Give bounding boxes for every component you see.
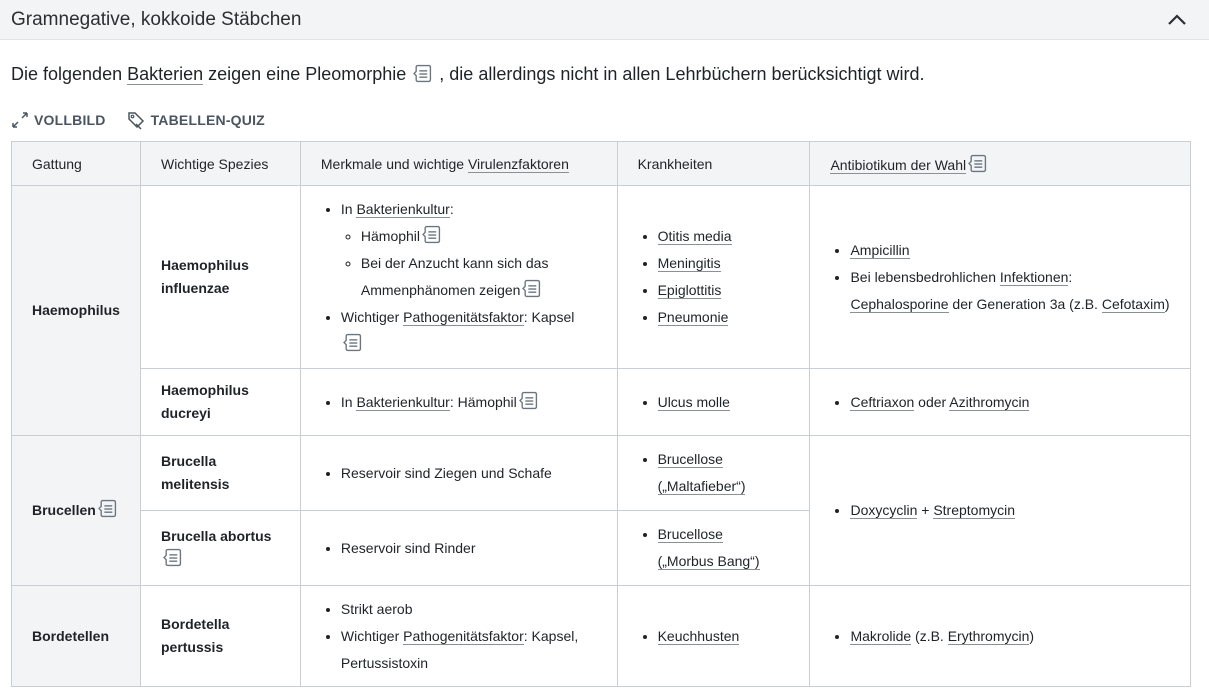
- chevron-up-icon[interactable]: [1165, 8, 1189, 32]
- list-item: [658, 446, 790, 500]
- header-spezies: Wichtige Spezies: [140, 142, 300, 186]
- features-cell: [300, 186, 617, 369]
- fullscreen-label: VOLLBILD: [34, 112, 106, 128]
- link-ampicillin[interactable]: Ampicillin: [850, 241, 910, 258]
- diseases-cell: [617, 436, 810, 511]
- list-item: ◦ Hämophil: [361, 223, 597, 250]
- link-ceftriaxon[interactable]: Ceftriaxon: [850, 393, 915, 410]
- bacteria-table: [11, 141, 1191, 687]
- list-item: • In Bakterienkultur: ◦ Hämophil ◦ Bei der Anzucht kann sich das Ammenphänomen zeigen: [341, 196, 597, 304]
- disease-alias[interactable]: („Maltafieber“): [657, 478, 746, 494]
- list-item: • Doxycyclin + Streptomycin: [850, 497, 1170, 524]
- link-cefotaxim[interactable]: Cefotaxim: [1101, 295, 1165, 312]
- link-disease[interactable]: Pneumonie: [657, 309, 729, 325]
- genus-brucellen: Brucellen: [12, 436, 141, 586]
- note-icon[interactable]: [422, 225, 441, 244]
- species-cell: Haemophilus influenzae: [140, 186, 300, 369]
- list-item: [658, 304, 790, 331]
- antibiotics-cell: [810, 186, 1191, 369]
- link-pathogenitaetsfaktor[interactable]: Pathogenitätsfaktor: [403, 627, 524, 644]
- list-item: • Wichtiger Pathogenitätsfaktor: Kapsel, Pertussistoxin: [341, 623, 597, 677]
- antibiotics-cell: [810, 586, 1191, 687]
- features-cell: [300, 586, 617, 687]
- list-item: [658, 521, 790, 575]
- list-item: • In Bakterienkultur: Hämophil: [341, 389, 597, 416]
- list-item: [850, 237, 1170, 264]
- header-merkmale: Merkmale und wichtige Virulenzfaktoren: [300, 142, 617, 186]
- link-streptomycin[interactable]: Streptomycin: [933, 502, 1016, 518]
- diseases-cell: [617, 186, 810, 369]
- table-toolbar: [11, 110, 265, 130]
- expand-icon: [11, 111, 29, 129]
- link-bakterienkultur[interactable]: Bakterienkultur: [356, 393, 450, 410]
- list-item: ◦ Bei der Anzucht kann sich das Ammenphänomen zeigen: [361, 250, 597, 304]
- table-row: [12, 436, 1191, 511]
- species-cell: Brucella melitensis: [140, 436, 300, 511]
- note-icon[interactable]: [519, 391, 538, 410]
- link-brucellose[interactable]: Brucellose: [657, 451, 723, 467]
- species-cell: Bordetella pertussis: [140, 586, 300, 687]
- section-title: Gramnegative, kokkoide Stäbchen: [11, 8, 302, 30]
- list-item: [658, 223, 790, 250]
- note-icon[interactable]: [522, 279, 541, 298]
- note-icon[interactable]: [343, 333, 362, 352]
- link-makrolide[interactable]: Makrolide: [850, 627, 912, 644]
- note-icon[interactable]: [163, 548, 182, 567]
- section-header[interactable]: [0, 0, 1209, 40]
- antibiotics-cell: [810, 436, 1191, 586]
- quiz-tag-icon: [126, 110, 146, 130]
- intro-middle: zeigen eine Pleomorphie: [203, 64, 407, 84]
- intro-after: , die allerdings nicht in allen Lehrbüchern berücksichtigt wird.: [434, 64, 925, 84]
- table-quiz-label: TABELLEN-QUIZ: [150, 112, 265, 128]
- note-icon[interactable]: [413, 64, 432, 83]
- disease-alias[interactable]: („Morbus Bang“): [657, 553, 760, 569]
- antibiotics-cell: [810, 369, 1191, 436]
- list-item: [658, 623, 790, 650]
- header-krankheiten: Krankheiten: [617, 142, 810, 186]
- link-disease[interactable]: Otitis media: [657, 228, 732, 244]
- list-item: • Makrolide (z.B. Erythromycin): [850, 623, 1170, 650]
- link-azithromycin[interactable]: Azithromycin: [949, 393, 1030, 410]
- link-antibiotikum[interactable]: Antibiotikum der Wahl: [830, 157, 967, 173]
- list-item: • Strikt aerob: [341, 596, 597, 623]
- diseases-cell: [617, 586, 810, 687]
- link-disease[interactable]: Epiglottitis: [657, 282, 722, 298]
- note-icon[interactable]: [98, 499, 117, 518]
- link-erythromycin[interactable]: Erythromycin: [947, 627, 1030, 644]
- diseases-cell: [617, 511, 810, 586]
- table-header-row: [12, 142, 1191, 186]
- table-row: [12, 586, 1191, 687]
- species-cell: Haemophilus ducreyi: [140, 369, 300, 436]
- link-infektionen[interactable]: Infektionen: [999, 268, 1069, 285]
- link-disease[interactable]: Meningitis: [657, 255, 721, 271]
- fullscreen-button[interactable]: [11, 110, 106, 130]
- table-row: [12, 369, 1191, 436]
- link-brucellose[interactable]: Brucellose: [657, 526, 723, 542]
- genus-bordetellen: Bordetellen: [12, 586, 141, 687]
- link-cephalosporine[interactable]: Cephalosporine: [850, 295, 949, 312]
- link-pathogenitaetsfaktor[interactable]: Pathogenitätsfaktor: [403, 309, 524, 325]
- list-item: • Ceftriaxon oder Azithromycin: [850, 389, 1170, 416]
- list-item: • Reservoir sind Ziegen und Schafe: [341, 460, 597, 487]
- features-cell: [300, 436, 617, 511]
- link-bakterienkultur[interactable]: Bakterienkultur: [356, 201, 450, 217]
- intro-text: [11, 64, 925, 85]
- link-keuchhusten[interactable]: Keuchhusten: [657, 627, 740, 644]
- header-gattung: Gattung: [12, 142, 141, 186]
- genus-haemophilus: Haemophilus: [12, 186, 141, 436]
- table-row: [12, 186, 1191, 369]
- features-cell: [300, 511, 617, 586]
- list-item: [658, 250, 790, 277]
- header-antibiotikum: [810, 142, 1191, 186]
- list-item: • Bei lebensbedrohlichen Infektionen: Cephalosporine der Generation 3a (z.B. Cefotaxim): [850, 264, 1170, 318]
- table-quiz-button[interactable]: [126, 110, 265, 130]
- list-item: [658, 277, 790, 304]
- diseases-cell: [617, 369, 810, 436]
- list-item: • Wichtiger Pathogenitätsfaktor: Kapsel: [341, 304, 597, 358]
- link-disease[interactable]: Ulcus molle: [657, 393, 730, 410]
- link-bakterien[interactable]: Bakterien: [127, 64, 204, 84]
- link-doxycyclin[interactable]: Doxycyclin: [850, 502, 918, 518]
- species-cell: Brucella abortus: [140, 511, 300, 586]
- features-cell: [300, 369, 617, 436]
- link-virulenzfaktoren[interactable]: Virulenzfaktoren: [467, 155, 569, 172]
- list-item: • Reservoir sind Rinder: [341, 535, 597, 562]
- list-item: [658, 389, 790, 416]
- intro-before: Die folgenden: [11, 64, 128, 84]
- note-icon[interactable]: [968, 154, 987, 173]
